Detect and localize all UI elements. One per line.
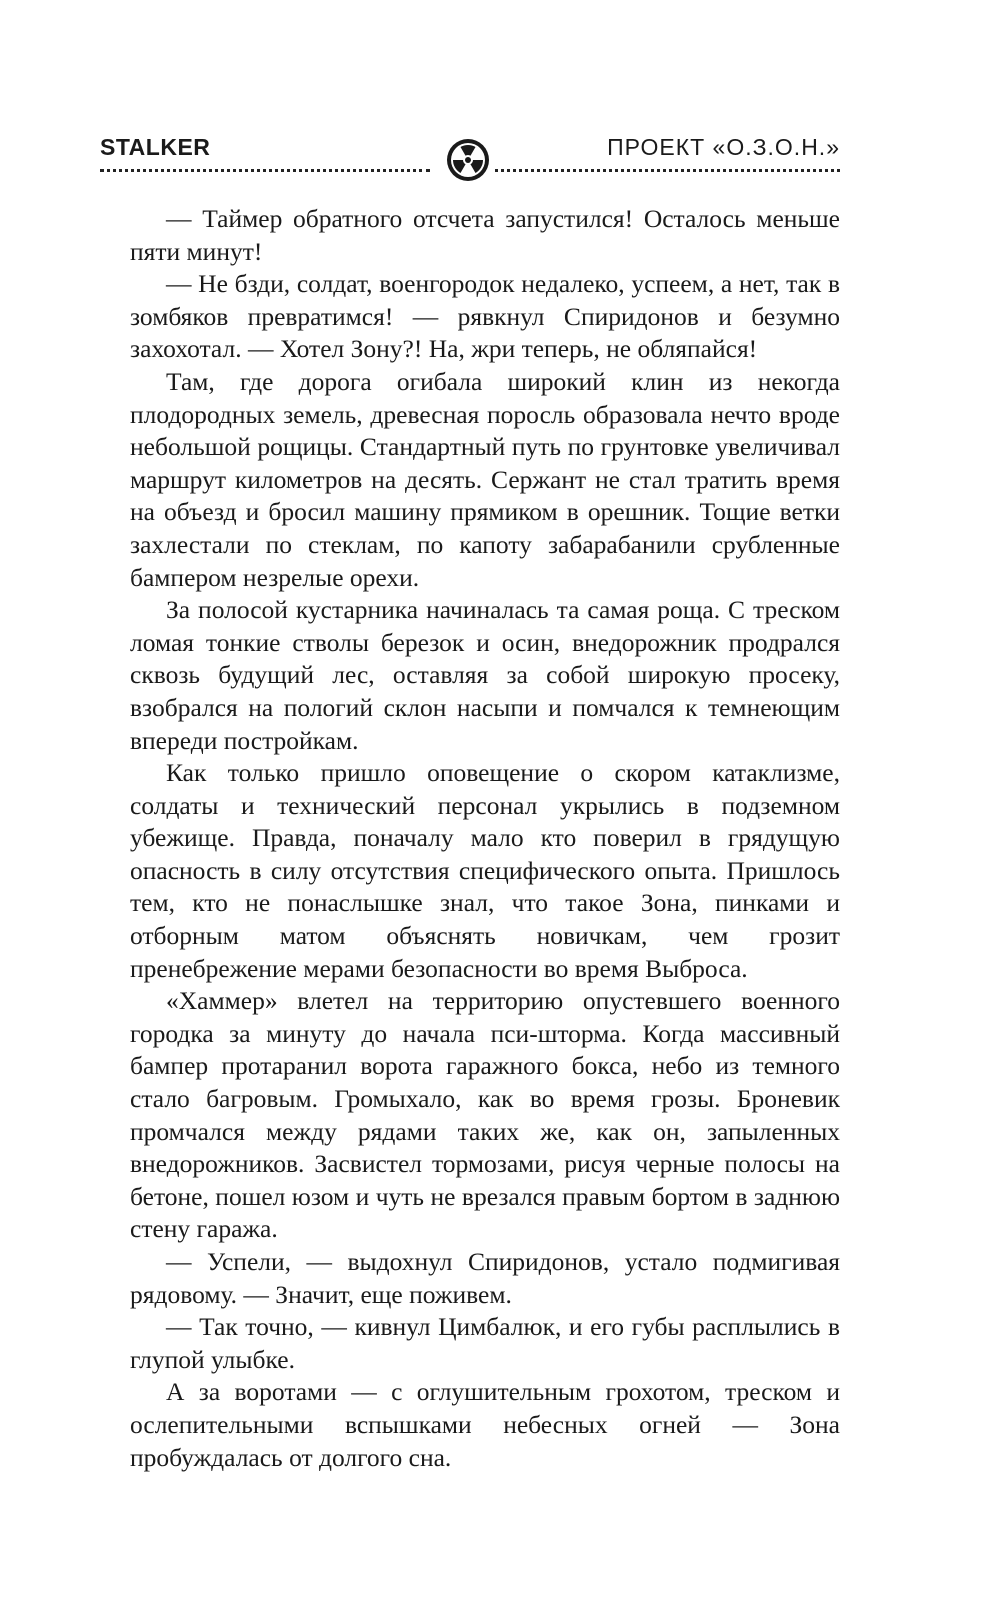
paragraph: — Успели, — выдохнул Спиридонов, устало подмигивая рядовому. — Значит, еще поживем. [130, 1247, 840, 1309]
running-header [100, 132, 840, 182]
paragraph: — Так точно, — кивнул Цимбалюк, и его губы расплылись в глупой улыбке. [130, 1312, 840, 1374]
paragraph: — Таймер обратного отсчета запустился! Осталось меньше пяти минут! [130, 204, 840, 266]
body-text [130, 203, 840, 1474]
paragraph: — Не бзди, солдат, военгородок недалеко, успеем, а нет, так в зомбяков превратимся! — рявкнул Спиридонов и безумно захохотал. — Хотел Зону?! На, жри теперь, не обляпайся! [130, 269, 840, 364]
header-dotted-rule-left [100, 169, 430, 172]
paragraph: «Хаммер» влетел на территорию опустевшего военного городка за минуту до начала пси-шторма. Когда массивный бампер протаранил ворота гаражного бокса, небо из темного стало багровым. Громыхало, как во время грозы. Броневик промчался между рядами таких же, как он, запыленных внедорожников. Засвистел тормозами, рисуя черные полосы на бетоне, пошел юзом и чуть не врезался правым бортом в заднюю стену гаража. [130, 986, 840, 1244]
header-dotted-rule-right [495, 169, 840, 172]
radiation-icon [446, 138, 490, 182]
paragraph: Как только пришло оповещение о скором катаклизме, солдаты и технический персонал укрылись в подземном убежище. Правда, поначалу мало кто поверил в грядущую опасность в силу отсутствия специфического опыта. Пришлось тем, кто не понаслышке знал, что такое Зона, пинками и отборным матом объяснять новичкам, чем грозит пренебрежение мерами безопасности во время Выброса. [130, 758, 840, 983]
book-title: ПРОЕКТ «О.З.О.Н.» [607, 134, 840, 160]
paragraph: За полосой кустарника начиналась та самая роща. С треском ломая тонкие стволы березок и осин, внедорожник продрался сквозь будущий лес, оставляя за собой широкую просеку, взобрался на пологий склон насыпи и помчался к темнеющим впереди постройкам. [130, 595, 840, 755]
series-name: STALKER [100, 134, 211, 160]
paragraph: А за воротами — с оглушительным грохотом, треском и ослепительными вспышками небесных огней — Зона пробуждалась от долгого сна. [130, 1377, 840, 1472]
paragraph: Там, где дорога огибала широкий клин из некогда плодородных земель, древесная поросль образовала нечто вроде небольшой рощицы. Стандартный путь по грунтовке увеличивал маршрут километров на десять. Сержант не стал тратить время на объезд и бросил машину прямиком в орешник. Тощие ветки захлестали по стеклам, по капоту забарабанили срубленные бампером незрелые орехи. [130, 366, 840, 592]
